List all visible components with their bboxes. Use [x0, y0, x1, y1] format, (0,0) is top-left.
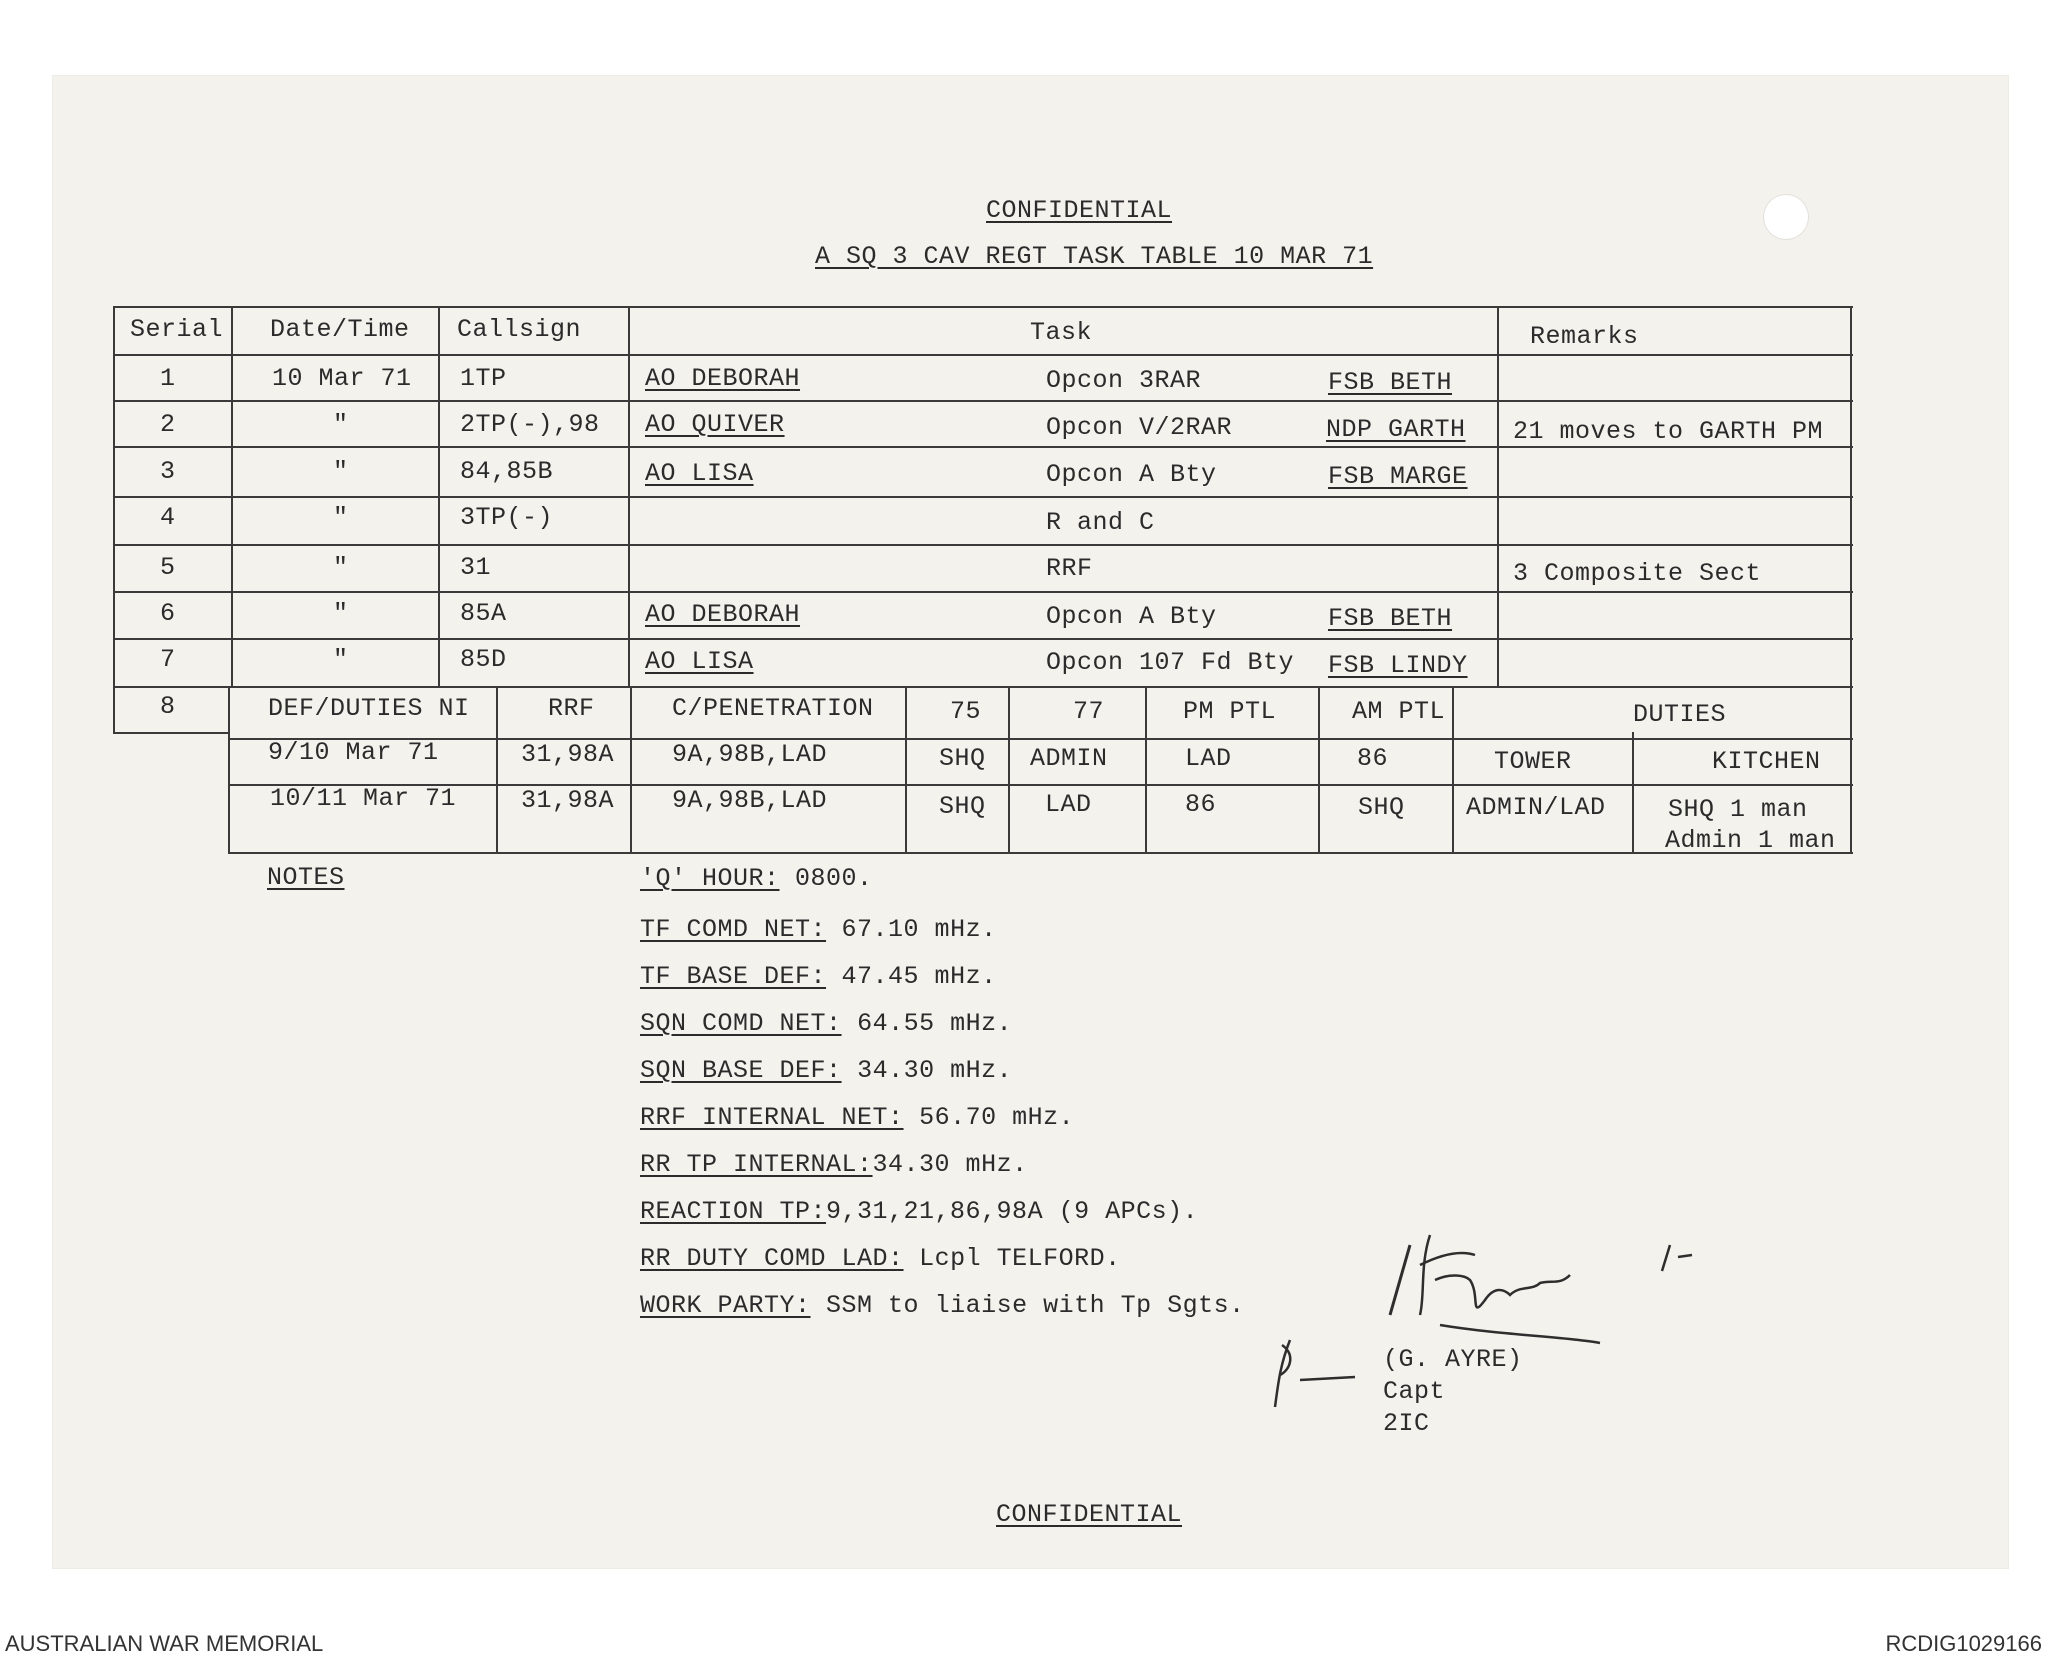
note-item: SQN COMD NET: 64.55 mHz.: [640, 1009, 1013, 1038]
cell-task: Opcon 107 Fd Bty: [1046, 648, 1295, 677]
cell-ao: AO LISA: [645, 459, 754, 488]
row8-header-75: 75: [950, 697, 982, 726]
cell-ao: AO DEBORAH: [645, 600, 801, 629]
confidential-footer: CONFIDENTIAL: [996, 1500, 1183, 1529]
note-item: RR TP INTERNAL:34.30 mHz.: [640, 1150, 1028, 1179]
cell-callsign: 1TP: [460, 364, 507, 393]
row8-penetration: 9A,98B,LAD: [672, 786, 828, 815]
note-item: TF BASE DEF: 47.45 mHz.: [640, 962, 997, 991]
row8-date: 10/11 Mar 71: [270, 784, 457, 813]
cell-base: FSB MARGE: [1328, 462, 1468, 491]
signatory-appointment: 2IC: [1383, 1409, 1430, 1438]
col-header-serial: Serial: [130, 315, 224, 344]
cell-date: ": [333, 457, 349, 486]
handwritten-signature: [1270, 1225, 1730, 1415]
cell-serial: 4: [160, 503, 176, 532]
cell-serial: 5: [160, 553, 176, 582]
row8-header-77: 77: [1073, 697, 1105, 726]
note-item: WORK PARTY: SSM to liaise with Tp Sgts.: [640, 1291, 1245, 1320]
cell-base: FSB LINDY: [1328, 651, 1468, 680]
cell-date: ": [333, 553, 349, 582]
cell-ao: AO QUIVER: [645, 410, 785, 439]
col-header-task: Task: [1030, 318, 1093, 347]
col-header-remarks: Remarks: [1530, 322, 1639, 351]
row8-date: 9/10 Mar 71: [268, 738, 439, 767]
row8-rrf: 31,98A: [521, 786, 615, 815]
cell-date: ": [333, 410, 349, 439]
row8-header-kitchen: KITCHEN: [1712, 747, 1821, 776]
row8-kitchen-2: Admin 1 man: [1665, 826, 1836, 855]
cell-date: 10 Mar 71: [272, 364, 412, 393]
row8-77: LAD: [1045, 790, 1092, 819]
cell-date: ": [333, 503, 349, 532]
note-item: TF COMD NET: 67.10 mHz.: [640, 915, 997, 944]
row8-header-duties: DUTIES: [1633, 700, 1727, 729]
row8-penetration: 9A,98B,LAD: [672, 740, 828, 769]
note-item: RR DUTY COMD LAD: Lcpl TELFORD.: [640, 1244, 1121, 1273]
cell-serial: 1: [160, 364, 176, 393]
row8-header-am-ptl: AM PTL: [1352, 697, 1446, 726]
row8-header-def: DEF/DUTIES NI: [268, 694, 470, 723]
cell-serial: 8: [160, 692, 176, 721]
cell-serial: 2: [160, 410, 176, 439]
row8-77: ADMIN: [1030, 744, 1108, 773]
cell-base: FSB BETH: [1328, 368, 1453, 397]
cell-serial: 7: [160, 645, 176, 674]
row8-kitchen: SHQ 1 man: [1668, 795, 1808, 824]
cell-date: ": [333, 599, 349, 628]
row8-pm-ptl: LAD: [1185, 744, 1232, 773]
cell-serial: 3: [160, 457, 176, 486]
cell-callsign: 31: [460, 553, 492, 582]
cell-task: R and C: [1046, 508, 1155, 537]
cell-base: FSB BETH: [1328, 604, 1453, 633]
row8-header-pm-ptl: PM PTL: [1183, 697, 1277, 726]
cell-remarks: 21 moves to GARTH PM: [1513, 417, 1824, 446]
cell-task: Opcon 3RAR: [1046, 366, 1202, 395]
row8-tower: ADMIN/LAD: [1466, 793, 1606, 822]
cell-remarks: 3 Composite Sect: [1513, 559, 1762, 588]
row8-75: SHQ: [939, 792, 986, 821]
row8-pm-ptl: 86: [1185, 790, 1217, 819]
cell-base: NDP GARTH: [1326, 415, 1466, 444]
signatory-rank: Capt: [1383, 1377, 1446, 1406]
cell-task: Opcon V/2RAR: [1046, 413, 1233, 442]
archive-label: AUSTRALIAN WAR MEMORIAL: [5, 1631, 324, 1656]
row8-am-ptl: 86: [1357, 744, 1389, 773]
document-title: A SQ 3 CAV REGT TASK TABLE 10 MAR 71: [815, 242, 1374, 271]
note-item: SQN BASE DEF: 34.30 mHz.: [640, 1056, 1013, 1085]
cell-callsign: 84,85B: [460, 457, 554, 486]
cell-callsign: 2TP(-),98: [460, 410, 600, 439]
row8-header-rrf: RRF: [548, 694, 595, 723]
confidential-header: CONFIDENTIAL: [986, 196, 1173, 225]
record-id: RCDIG1029166: [1885, 1631, 2042, 1656]
punch-hole: [1763, 194, 1809, 240]
col-header-callsign: Callsign: [457, 315, 582, 344]
cell-ao: AO LISA: [645, 647, 754, 676]
cell-date: ": [333, 645, 349, 674]
signatory-name: (G. AYRE): [1383, 1345, 1523, 1374]
cell-callsign: 85D: [460, 645, 507, 674]
cell-task: RRF: [1046, 554, 1093, 583]
cell-callsign: 85A: [460, 599, 507, 628]
cell-task: Opcon A Bty: [1046, 602, 1217, 631]
row8-header-penetration: C/PENETRATION: [672, 694, 874, 723]
row8-header-tower: TOWER: [1494, 747, 1572, 776]
col-header-datetime: Date/Time: [270, 315, 410, 344]
note-item: 'Q' HOUR: 0800.: [640, 864, 873, 893]
row8-75: SHQ: [939, 744, 986, 773]
cell-callsign: 3TP(-): [460, 503, 554, 532]
note-item: REACTION TP:9,31,21,86,98A (9 APCs).: [640, 1197, 1199, 1226]
note-item: RRF INTERNAL NET: 56.70 mHz.: [640, 1103, 1075, 1132]
cell-serial: 6: [160, 599, 176, 628]
notes-label: NOTES: [267, 863, 345, 892]
cell-task: Opcon A Bty: [1046, 460, 1217, 489]
row8-rrf: 31,98A: [521, 740, 615, 769]
row8-am-ptl: SHQ: [1358, 793, 1405, 822]
cell-ao: AO DEBORAH: [645, 364, 801, 393]
